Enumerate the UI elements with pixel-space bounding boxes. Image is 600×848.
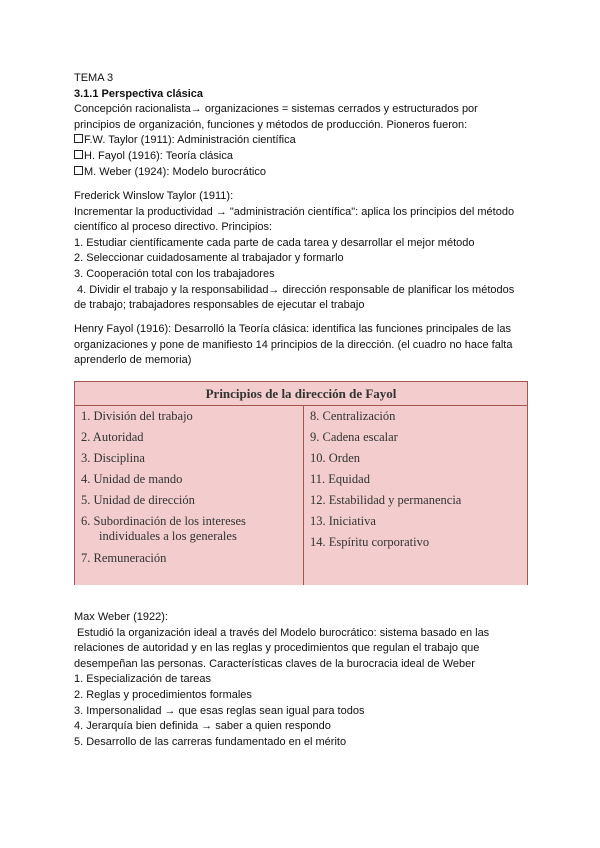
paragraph-line: 1. Especialización de tareas — [74, 673, 211, 686]
checkbox-bullet-icon — [74, 134, 83, 143]
list-item — [74, 133, 544, 149]
table-item: 12. Estabilidad y permanencia — [310, 493, 462, 507]
table-item: 8. Centralización — [310, 409, 396, 423]
table-item: 4. Unidad de mando — [81, 472, 183, 486]
table-item: 5. Unidad de dirección — [81, 493, 195, 507]
paragraph-line: 1. Estudiar científicamente cada parte de cada tarea y desarrollar el mejor método — [74, 236, 475, 249]
table-item: 7. Remuneración — [81, 551, 167, 565]
paragraph-line: Concepción racionalista→ organizaciones = sistemas cerrados y estructurados por — [74, 103, 478, 116]
checkbox-bullet-icon — [74, 166, 83, 175]
paragraph-line: de trabajo; trabajadores responsables de ejecutar el trabajo — [74, 299, 365, 312]
paragraph-line: aprenderlo de memoria) — [74, 354, 192, 367]
checkbox-bullet-icon — [74, 150, 83, 159]
list-item-text: F.W. Taylor (1911): Administración científica — [84, 134, 296, 147]
section-fayol — [74, 322, 544, 369]
list-item — [74, 149, 544, 165]
paragraph-line: 4. Dividir el trabajo y la responsabilidad→ dirección responsable de planificar los métodos — [74, 283, 515, 296]
paragraph-line: 2. Seleccionar cuidadosamente al trabajador y formarlo — [74, 252, 344, 265]
paragraph-line: principios de organización, funciones y métodos de producción. Pioneros fueron: — [74, 118, 468, 131]
paragraph-line: 3. Cooperación total con los trabajadores — [74, 267, 275, 280]
table-item: 14. Espíritu corporativo — [310, 535, 430, 549]
paragraph-line: Incrementar la productividad → "administración científica": aplica los principios del método — [74, 205, 515, 218]
paragraph-line: Max Weber (1922): — [74, 611, 168, 623]
paragraph-line: 4. Jerarquía bien definida → saber a quien respondo — [74, 720, 331, 733]
paragraph-line: 5. Desarrollo de las carreras fundamentado en el mérito — [74, 735, 347, 748]
paragraph-line: 3. Impersonalidad → que esas reglas sean igual para todos — [74, 704, 365, 717]
list-item-text: M. Weber (1924): Modelo burocrático — [84, 165, 266, 178]
paragraph-line: 2. Reglas y procedimientos formales — [74, 688, 252, 701]
table-right-column — [304, 406, 527, 585]
table-left-column — [75, 406, 304, 585]
paragraph-line: relaciones de autoridad y en las reglas y procedimientos que regulan el trabajo que — [74, 642, 480, 655]
topic-label: TEMA 3 — [74, 72, 114, 84]
paragraph-line: organizaciones y pone de manifiesto 14 principios de la dirección. (el cuadro no hace falta — [74, 338, 513, 351]
section-weber — [74, 610, 544, 750]
paragraph-line: Estudió la organización ideal a través del Modelo burocrático: sistema basado en las — [74, 626, 490, 639]
table-item: 1. División del trabajo — [81, 409, 193, 423]
paragraph-line: Frederick Winslow Taylor (1911): — [74, 190, 234, 202]
section-heading: 3.1.1 Perspectiva clásica — [74, 87, 204, 100]
table-title: Principios de la dirección de Fayol — [75, 382, 527, 406]
paragraph-line: desempeñan las personas. Características claves de la burocracia ideal de Weber — [74, 657, 475, 670]
list-item — [74, 165, 544, 181]
table-item: 3. Disciplina — [81, 451, 145, 465]
table-item: 11. Equidad — [310, 472, 370, 486]
fayol-principles-table — [74, 381, 528, 585]
table-item-continuation: individuales a los generales — [99, 529, 237, 543]
table-item: 13. Iniciativa — [310, 514, 376, 528]
table-item: 10. Orden — [310, 451, 360, 465]
paragraph-line: Henry Fayol (1916): Desarrolló la Teoría clásica: identifica las funciones principales de las — [74, 323, 511, 335]
section-intro — [74, 71, 544, 180]
table-item: 9. Cadena escalar — [310, 430, 398, 444]
table-item: 6. Subordinación de los intereses — [81, 514, 246, 528]
paragraph-line: científico al proceso directivo. Principios: — [74, 221, 273, 234]
table-item: 2. Autoridad — [81, 430, 144, 444]
list-item-text: H. Fayol (1916): Teoría clásica — [84, 149, 233, 162]
section-taylor — [74, 189, 544, 314]
